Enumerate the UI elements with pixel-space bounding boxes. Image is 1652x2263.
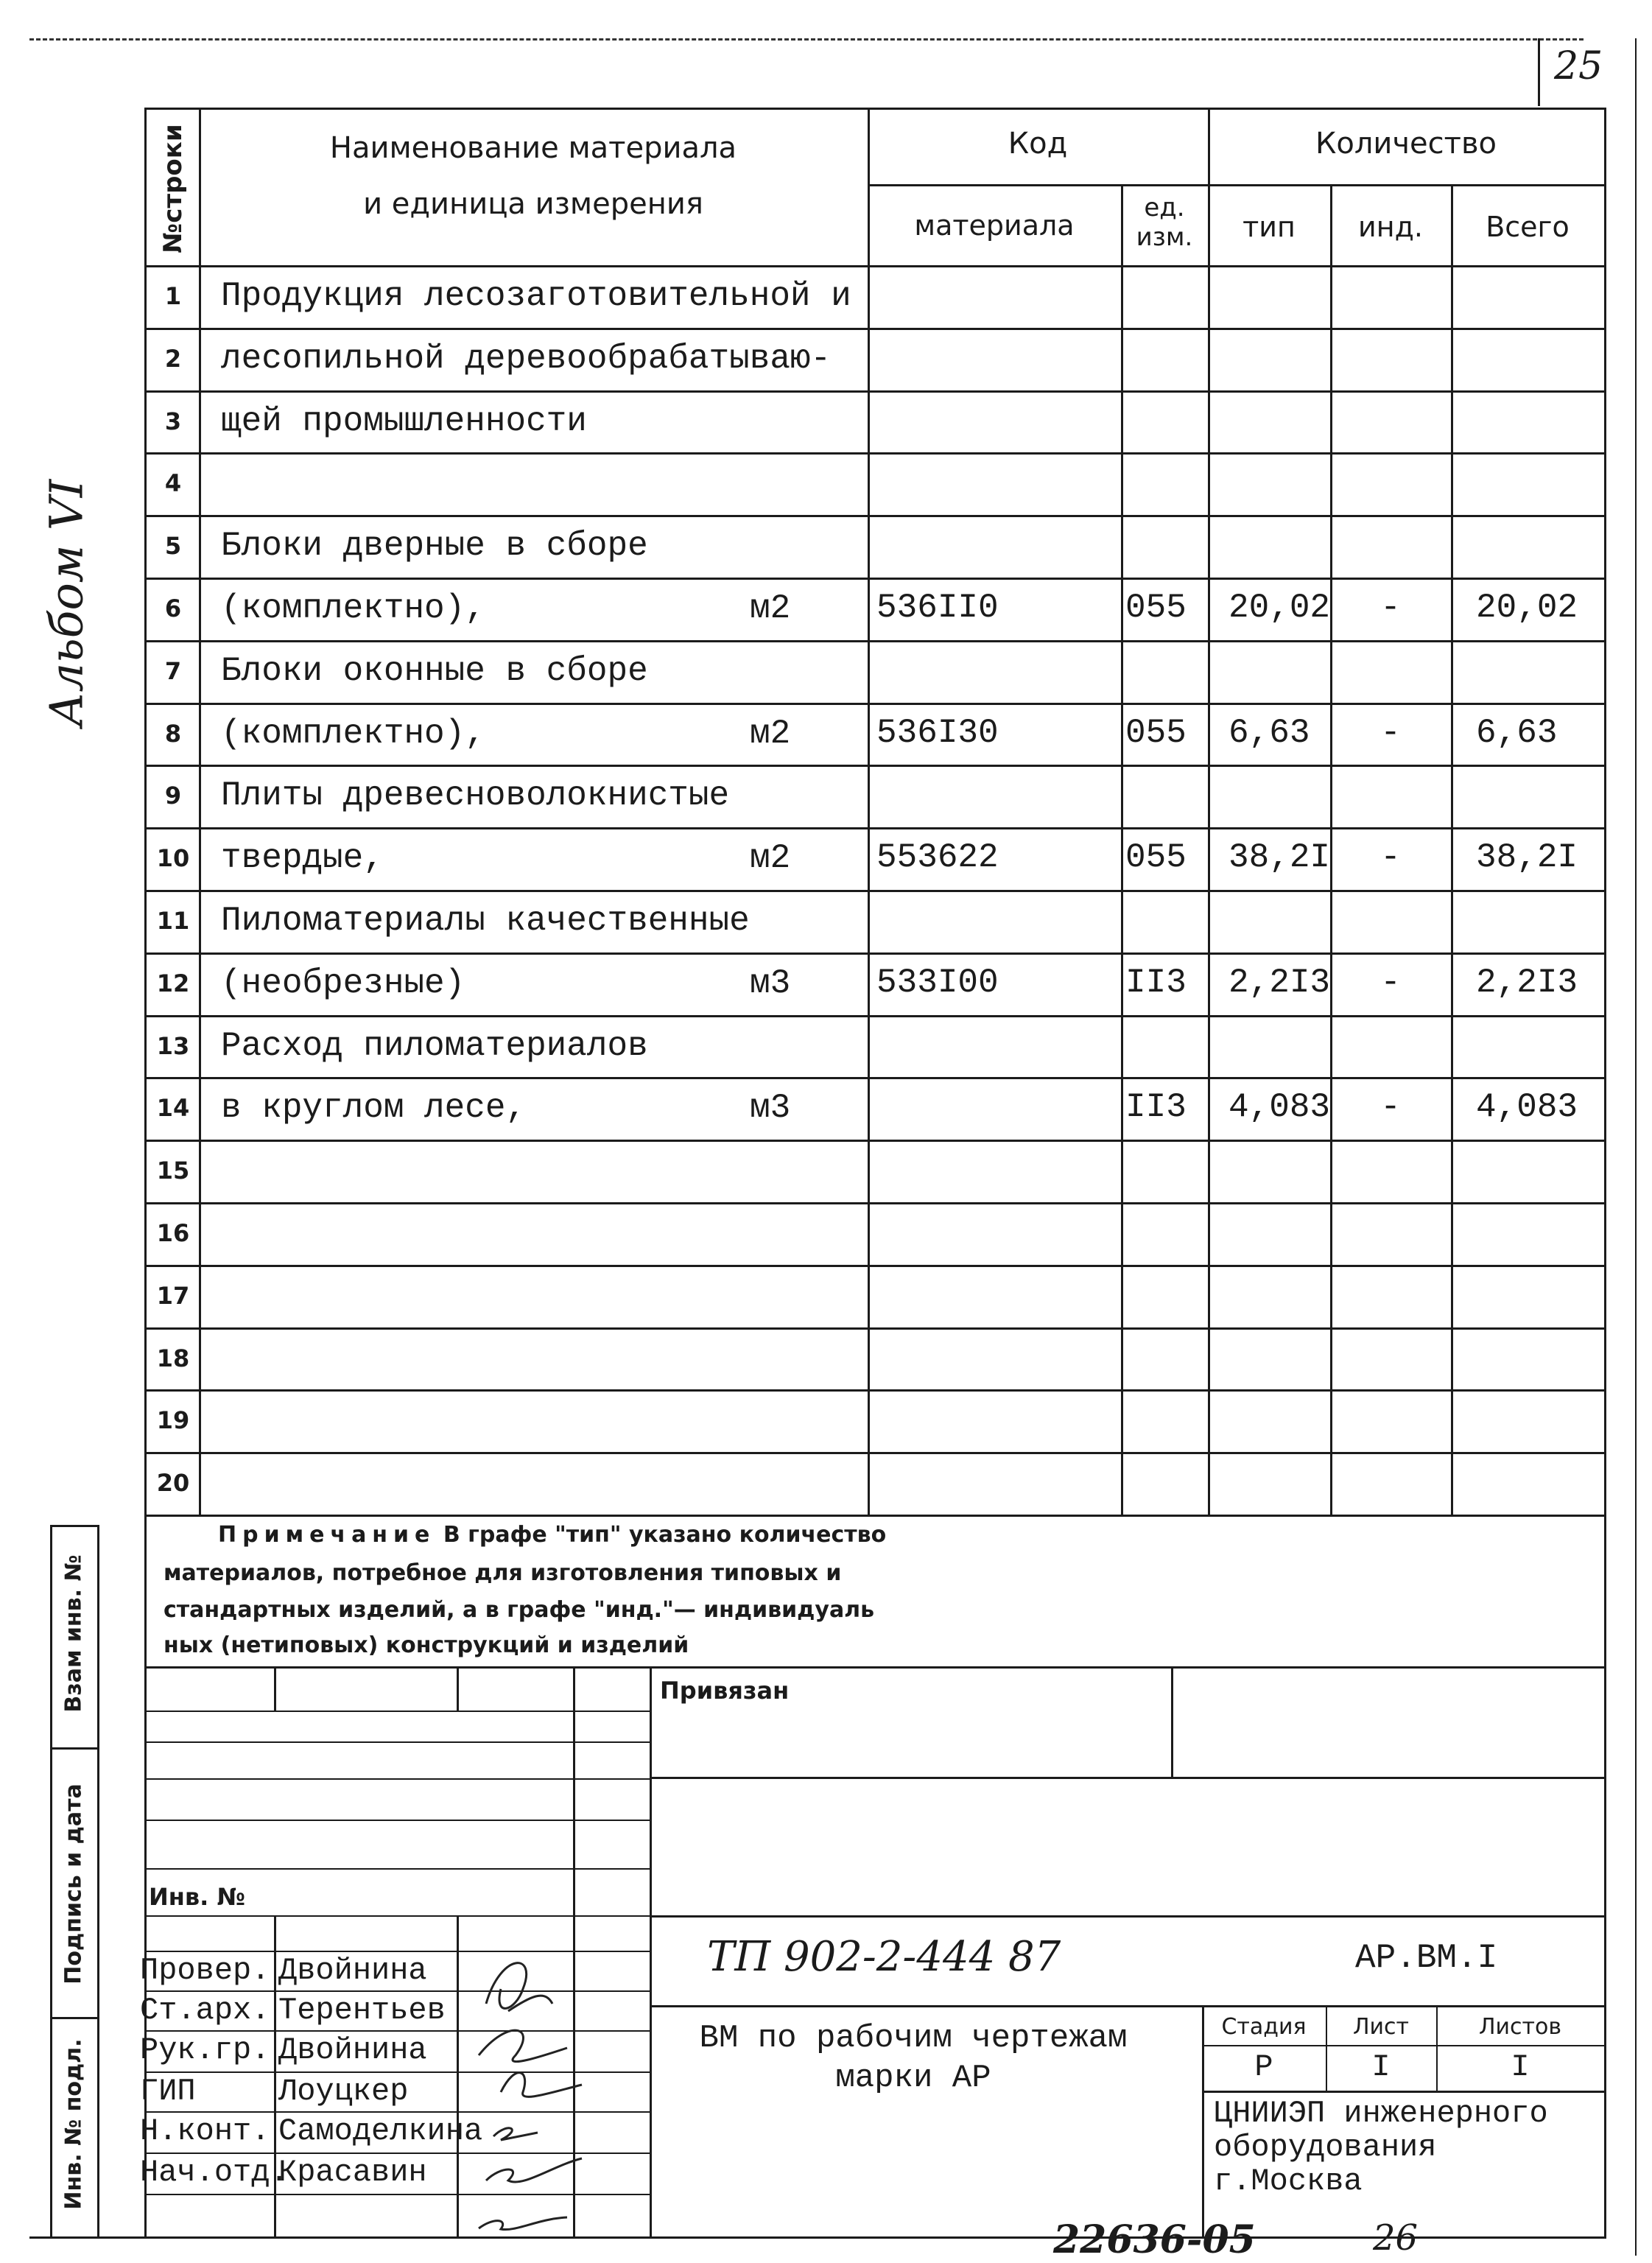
unit: м2 bbox=[750, 589, 791, 628]
sheet-number-divider bbox=[1538, 38, 1540, 106]
signer-role: Ст.арх. bbox=[140, 1993, 270, 2028]
qty-tip: 2,2I3 bbox=[1229, 963, 1331, 1002]
stage-label: Стадия bbox=[1221, 2014, 1307, 2040]
unit: м2 bbox=[750, 714, 791, 753]
signer-role: Провер. bbox=[140, 1953, 270, 1988]
side-stamp-right-line bbox=[97, 1525, 99, 2236]
qty-ind: - bbox=[1380, 1088, 1401, 1127]
row-number: 16 bbox=[156, 1219, 190, 1247]
qty-tip: 38,2I bbox=[1229, 838, 1331, 877]
sheets-value: I bbox=[1511, 2049, 1530, 2085]
material-name: Блоки оконные в сборе bbox=[221, 651, 648, 690]
material-name: щей промышленности bbox=[221, 401, 587, 441]
sig-row-h3 bbox=[144, 1778, 650, 1780]
header-row-number: №строки bbox=[158, 124, 188, 253]
row-separator bbox=[144, 1015, 1606, 1017]
row-number: 12 bbox=[156, 969, 190, 997]
sig-grid-v2 bbox=[457, 1666, 459, 1711]
signer-name: Самоделкина bbox=[278, 2113, 483, 2149]
header-bottom-line bbox=[144, 265, 1606, 267]
material-name: (необрезные) bbox=[221, 964, 465, 1003]
bottom-archive-number: 22636-05 bbox=[1053, 2217, 1256, 2262]
material-name: Блоки дверные в сборе bbox=[221, 527, 648, 566]
header-name-line1: Наименование материала bbox=[329, 131, 737, 165]
side-stamp-sep1 bbox=[50, 1747, 97, 1750]
row-number: 5 bbox=[164, 532, 182, 561]
row-separator bbox=[144, 1327, 1606, 1330]
row-number: 18 bbox=[156, 1344, 190, 1372]
privyazan-divider bbox=[1171, 1666, 1173, 1777]
organization-line3: г.Москва bbox=[1214, 2164, 1363, 2199]
signer-role: Нач.отд. bbox=[140, 2155, 289, 2190]
qty-tip: 6,63 bbox=[1229, 713, 1310, 752]
material-name: лесопильной деревообрабатываю- bbox=[221, 339, 832, 378]
row-separator bbox=[144, 1077, 1606, 1079]
material-name: Продукция лесозаготовительной и bbox=[221, 277, 851, 315]
row-number: 13 bbox=[156, 1031, 190, 1060]
material-name: в круглом лесе, bbox=[221, 1089, 527, 1128]
stage-bottom-line bbox=[1202, 2091, 1606, 2093]
row-separator bbox=[144, 328, 1606, 330]
row-separator bbox=[144, 390, 1606, 393]
privyazan-label: Привязан bbox=[660, 1677, 790, 1705]
row-separator bbox=[144, 765, 1606, 767]
row-number: 7 bbox=[164, 656, 182, 685]
frame-bottom-line bbox=[29, 2236, 1606, 2239]
sheet-value: I bbox=[1371, 2049, 1391, 2085]
row-number: 8 bbox=[164, 719, 182, 748]
note-line4: ных (нетиповых) конструкций и изделий bbox=[164, 1632, 689, 1658]
row-separator bbox=[144, 640, 1606, 642]
header-mid-line bbox=[868, 184, 1606, 186]
col-ind-line bbox=[1451, 184, 1453, 1515]
organization-line2: оборудования bbox=[1214, 2130, 1437, 2165]
qty-ind: - bbox=[1380, 713, 1401, 752]
header-unit-line2: изм. bbox=[1136, 222, 1193, 252]
qty-total: 38,2I bbox=[1476, 838, 1578, 877]
handwritten-signatures bbox=[457, 1945, 604, 2239]
row-number: 20 bbox=[156, 1469, 190, 1498]
signer-role: Рук.гр. bbox=[140, 2032, 270, 2068]
sig-row-h6 bbox=[144, 1915, 650, 1917]
row-number: 10 bbox=[156, 844, 190, 873]
material-name: Плиты древесноволокнистые bbox=[221, 776, 730, 815]
top-dashed-line bbox=[29, 38, 1584, 41]
header-quantity: Количество bbox=[1315, 127, 1497, 161]
qty-ind: - bbox=[1380, 838, 1401, 877]
side-stamp-podpis: Подпись и дата bbox=[60, 1783, 87, 1985]
stage-left-line bbox=[1202, 2005, 1204, 2236]
header-tip: тип bbox=[1242, 211, 1296, 243]
unit: м3 bbox=[750, 964, 791, 1003]
project-bottom-line bbox=[650, 2005, 1606, 2007]
row-separator bbox=[144, 1202, 1606, 1204]
unit: м3 bbox=[750, 1089, 791, 1128]
sheet-label: Лист bbox=[1352, 2014, 1410, 2040]
header-unit-line1: ед. bbox=[1144, 193, 1185, 222]
row-number: 19 bbox=[156, 1406, 190, 1435]
row-separator bbox=[144, 952, 1606, 955]
material-name: (комплектно), bbox=[221, 714, 485, 753]
qty-ind: - bbox=[1380, 589, 1401, 627]
row-number: 14 bbox=[156, 1094, 190, 1123]
description-line1: ВМ по рабочим чертежам bbox=[699, 2020, 1128, 2057]
qty-tip: 4,083 bbox=[1229, 1088, 1331, 1127]
note-text-1: В графе "тип" указано количество bbox=[443, 1522, 887, 1548]
note-line1 bbox=[218, 1522, 886, 1548]
header-material: материала bbox=[914, 209, 1075, 242]
header-ind: инд. bbox=[1358, 211, 1423, 243]
header-total: Всего bbox=[1486, 211, 1570, 243]
organization-line1: ЦНИИЭП инженерного bbox=[1214, 2096, 1548, 2131]
row-number: 1 bbox=[164, 282, 182, 310]
sheets-label: Листов bbox=[1478, 2014, 1562, 2040]
sig-row-h5 bbox=[144, 1868, 650, 1870]
sig-row-h4 bbox=[144, 1820, 650, 1821]
row-number: 2 bbox=[164, 344, 182, 373]
material-name: Пиломатериалы качественные bbox=[221, 902, 750, 940]
privyazan-bottom-line bbox=[650, 1777, 1606, 1779]
col-name-line bbox=[868, 108, 870, 1515]
note-title: Примечание bbox=[218, 1522, 436, 1548]
unit-code: II3 bbox=[1125, 963, 1187, 1002]
frame-left-line bbox=[144, 108, 147, 2236]
row-number: 3 bbox=[164, 407, 182, 435]
description-line2: марки АР bbox=[835, 2060, 991, 2097]
stage-mid-line bbox=[1202, 2045, 1606, 2046]
row-number: 4 bbox=[164, 469, 182, 498]
col-unit-line bbox=[1208, 108, 1210, 1515]
row-separator bbox=[144, 452, 1606, 455]
note-line2: материалов, потребное для изготовления типовых и bbox=[164, 1560, 842, 1586]
sig-grid-v1 bbox=[274, 1666, 276, 1711]
row-number: 9 bbox=[164, 782, 182, 810]
col-rownum-line bbox=[199, 108, 201, 1515]
qty-total: 4,083 bbox=[1476, 1088, 1578, 1127]
project-code: ТП 902-2-444 87 bbox=[707, 1933, 1061, 1981]
sheet-number: 25 bbox=[1554, 44, 1603, 88]
material-name: Расход пиломатериалов bbox=[221, 1026, 648, 1065]
row-separator bbox=[144, 1140, 1606, 1142]
side-stamp-left-line bbox=[50, 1525, 52, 2236]
inv-no-label: Инв. № bbox=[149, 1883, 245, 1911]
unit-code: 055 bbox=[1125, 838, 1187, 877]
row-separator bbox=[144, 703, 1606, 705]
header-name-line2: и единица измерения bbox=[363, 187, 703, 221]
signer-name: Красавин bbox=[278, 2155, 427, 2190]
row-number: 11 bbox=[156, 907, 190, 935]
signer-name: Терентьев bbox=[278, 1993, 446, 2028]
unit-code: 055 bbox=[1125, 713, 1187, 752]
outer-right-line bbox=[1635, 38, 1637, 2256]
side-stamp-inv-podl: Инв. № подл. bbox=[60, 2038, 87, 2210]
row-separator bbox=[144, 515, 1606, 517]
bottom-page-number: 26 bbox=[1373, 2217, 1419, 2259]
row-number: 6 bbox=[164, 594, 182, 622]
drawing-mark: АР.ВМ.I bbox=[1355, 1939, 1498, 1977]
signer-name: Лоуцкер bbox=[278, 2074, 409, 2109]
note-line3: стандартных изделий, а в графе "инд."— индивидуаль bbox=[164, 1597, 875, 1623]
qty-tip: 20,02 bbox=[1229, 589, 1331, 627]
material-name: (комплектно), bbox=[221, 589, 485, 628]
signer-name: Двойнина bbox=[278, 1953, 427, 1988]
sig-row-h1 bbox=[144, 1711, 650, 1712]
row-separator bbox=[144, 827, 1606, 829]
material-code: 553622 bbox=[876, 838, 999, 877]
project-top-line bbox=[650, 1915, 1606, 1918]
qty-total: 2,2I3 bbox=[1476, 963, 1578, 1002]
sig-row-h2 bbox=[144, 1741, 650, 1743]
row-separator bbox=[144, 1389, 1606, 1392]
row-separator bbox=[144, 578, 1606, 580]
material-code: 536I30 bbox=[876, 713, 999, 752]
row-separator bbox=[144, 890, 1606, 892]
row-number: 17 bbox=[156, 1281, 190, 1310]
row-separator bbox=[144, 1452, 1606, 1454]
signer-role: ГИП bbox=[140, 2074, 196, 2109]
signer-role: Н.конт. bbox=[140, 2113, 270, 2149]
table-top-line bbox=[144, 108, 1606, 110]
header-code: Код bbox=[1008, 127, 1068, 161]
unit: м2 bbox=[750, 839, 791, 878]
unit-code: II3 bbox=[1125, 1088, 1187, 1127]
note-top-line bbox=[144, 1515, 1606, 1517]
signer-name: Двойнина bbox=[278, 2032, 427, 2068]
album-label: Альбом VI bbox=[39, 479, 94, 727]
side-stamp-vzam: Взам инв. № bbox=[60, 1554, 87, 1713]
stage-value: Р bbox=[1254, 2049, 1273, 2085]
titleblock-top-line bbox=[144, 1666, 1606, 1669]
titleblock-main-divider bbox=[650, 1666, 652, 2236]
unit-code: 055 bbox=[1125, 589, 1187, 627]
qty-ind: - bbox=[1380, 963, 1401, 1002]
row-separator bbox=[144, 1265, 1606, 1267]
material-name: твердые, bbox=[221, 839, 384, 878]
col-code-line bbox=[1121, 184, 1123, 1515]
qty-total: 6,63 bbox=[1476, 713, 1558, 752]
material-code: 533I00 bbox=[876, 963, 999, 1002]
material-code: 536II0 bbox=[876, 589, 999, 627]
qty-total: 20,02 bbox=[1476, 589, 1578, 627]
row-number: 15 bbox=[156, 1157, 190, 1185]
